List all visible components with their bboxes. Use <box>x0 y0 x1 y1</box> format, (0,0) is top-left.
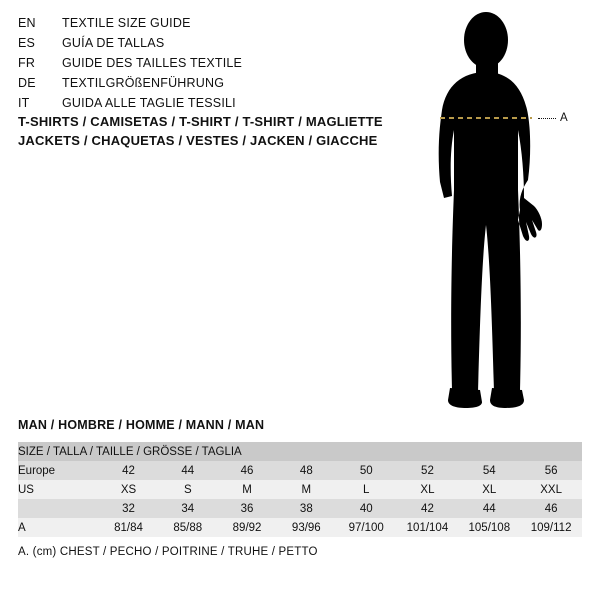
cell: XL <box>397 480 459 499</box>
language-title: TEXTILE SIZE GUIDE <box>62 16 191 30</box>
cell: 44 <box>458 499 520 518</box>
language-title: GUÍA DE TALLAS <box>62 36 165 50</box>
cell: L <box>336 480 397 499</box>
row-label: Europe <box>18 461 99 480</box>
cell: 52 <box>397 461 459 480</box>
cell: 46 <box>217 461 276 480</box>
cell: 34 <box>158 499 217 518</box>
cell: 42 <box>397 499 459 518</box>
body-figure <box>392 10 592 410</box>
table-header-row <box>18 442 582 461</box>
cell: 54 <box>458 461 520 480</box>
cell: 101/104 <box>397 518 459 537</box>
male-silhouette-icon <box>392 10 592 410</box>
language-code: DE <box>18 76 36 90</box>
cell: M <box>277 480 336 499</box>
cell: M <box>217 480 276 499</box>
language-row <box>18 16 418 36</box>
language-code: FR <box>18 56 36 70</box>
cell: 56 <box>520 461 582 480</box>
language-row <box>18 36 418 56</box>
language-row <box>18 76 418 96</box>
cell: 42 <box>99 461 158 480</box>
cell: XXL <box>520 480 582 499</box>
cell: 89/92 <box>217 518 276 537</box>
row-label: US <box>18 480 99 499</box>
cell: S <box>158 480 217 499</box>
cell: 46 <box>520 499 582 518</box>
cell: 48 <box>277 461 336 480</box>
table-row <box>18 518 582 537</box>
cell: 36 <box>217 499 276 518</box>
table-header-label: SIZE / TALLA / TAILLE / GRÖSSE / TAGLIA <box>18 442 582 461</box>
garment-line-jackets: JACKETS / CHAQUETAS / VESTES / JACKEN / GIACCHE <box>18 133 378 148</box>
language-title: GUIDA ALLE TAGLIE TESSILI <box>62 96 236 110</box>
cell: 40 <box>336 499 397 518</box>
cell: 50 <box>336 461 397 480</box>
table-footnote: A. (cm) CHEST / PECHO / POITRINE / TRUHE / PETTO <box>18 546 318 558</box>
cell: XS <box>99 480 158 499</box>
language-title: TEXTILGRÖßENFÜHRUNG <box>62 76 225 90</box>
cell: 105/108 <box>458 518 520 537</box>
size-table <box>18 442 582 537</box>
cell: 85/88 <box>158 518 217 537</box>
measure-label-a: A <box>560 112 568 124</box>
language-code: ES <box>18 36 36 50</box>
cell: 97/100 <box>336 518 397 537</box>
table-row <box>18 499 582 518</box>
garment-line-tshirts: T-SHIRTS / CAMISETAS / T-SHIRT / T-SHIRT / MAGLIETTE <box>18 114 383 129</box>
cell: 81/84 <box>99 518 158 537</box>
cell: 93/96 <box>277 518 336 537</box>
language-title: GUIDE DES TAILLES TEXTILE <box>62 56 243 70</box>
measure-leader-line <box>538 118 556 119</box>
table-row <box>18 480 582 499</box>
cell: XL <box>458 480 520 499</box>
row-label <box>18 499 99 518</box>
table-section-title: MAN / HOMBRE / HOMME / MANN / MAN <box>18 418 265 432</box>
language-code: IT <box>18 96 30 110</box>
language-row <box>18 56 418 76</box>
cell: 38 <box>277 499 336 518</box>
table-row <box>18 461 582 480</box>
garment-categories <box>18 112 438 150</box>
cell: 32 <box>99 499 158 518</box>
cell: 44 <box>158 461 217 480</box>
row-label: A <box>18 518 99 537</box>
cell: 109/112 <box>520 518 582 537</box>
language-list <box>18 16 418 116</box>
language-code: EN <box>18 16 36 30</box>
